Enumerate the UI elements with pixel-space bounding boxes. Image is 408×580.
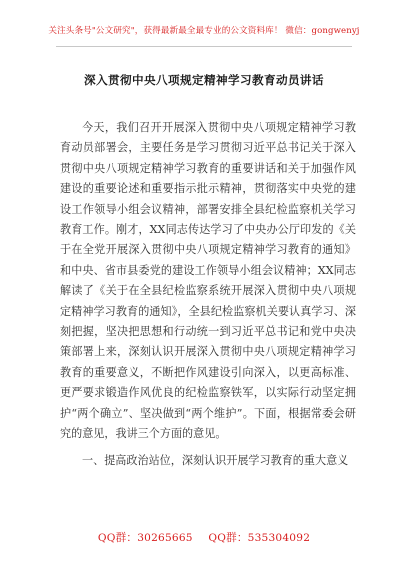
qq-group-2: QQ群：535304092 (208, 532, 311, 544)
header-promo-text: 关注头条号"公文研究"，获得最新最全最专业的公文资料库！ 微信：gongwenyj (48, 26, 360, 36)
header-divider (56, 46, 352, 47)
body-paragraph-intro: 今天，我们召开开展深入贯彻中央八项规定精神学习教育动员部署会，主要任务是学习贯彻习近平总书记关于深入贯彻中央八项规定精神学习教育的重要讲话和关于加强作风建设的重要论述和重要指示批示精神，贯彻落实中央党的建设工作领导小组会议精神，部署安排全县纪检监察机关学习教育工作。刚才，XX同志传达学习了中央办公厅印发的《关于在全党开展深入贯彻中央八项规定精神学习教育的通知》和中央、省市县委党的建设工作领导小组会议精神；XX同志解读了《关于在全县纪检监察系统开展深入贯彻中央八项规定精神学习教育的通知》，全县纪检监察机关要认真学习、深刻把握，坚决把思想和行动统一到习近平总书记和党中央决策部署上来，深刻认识开展深入贯彻中央八项规定精神学习教育的重要意义，不断把作风建设引向深入，以更高标准、更严要求锻造作风优良的纪检监察铁军，以实际行动坚定拥护“两个确立”、坚决做到“两个维护”。下面，根据常委会研究的意见，我讲三个方面的意见。 (60, 121, 356, 441)
qq-group-1: QQ群：30265665 (97, 532, 193, 544)
document-title: 深入贯彻中央八项规定精神学习教育动员讲话 (84, 73, 324, 87)
section-heading-1: 一、提高政治站位，深刻认识开展学习教育的重大意义 (82, 453, 349, 467)
document-body (60, 118, 356, 471)
footer-contact (0, 530, 408, 545)
